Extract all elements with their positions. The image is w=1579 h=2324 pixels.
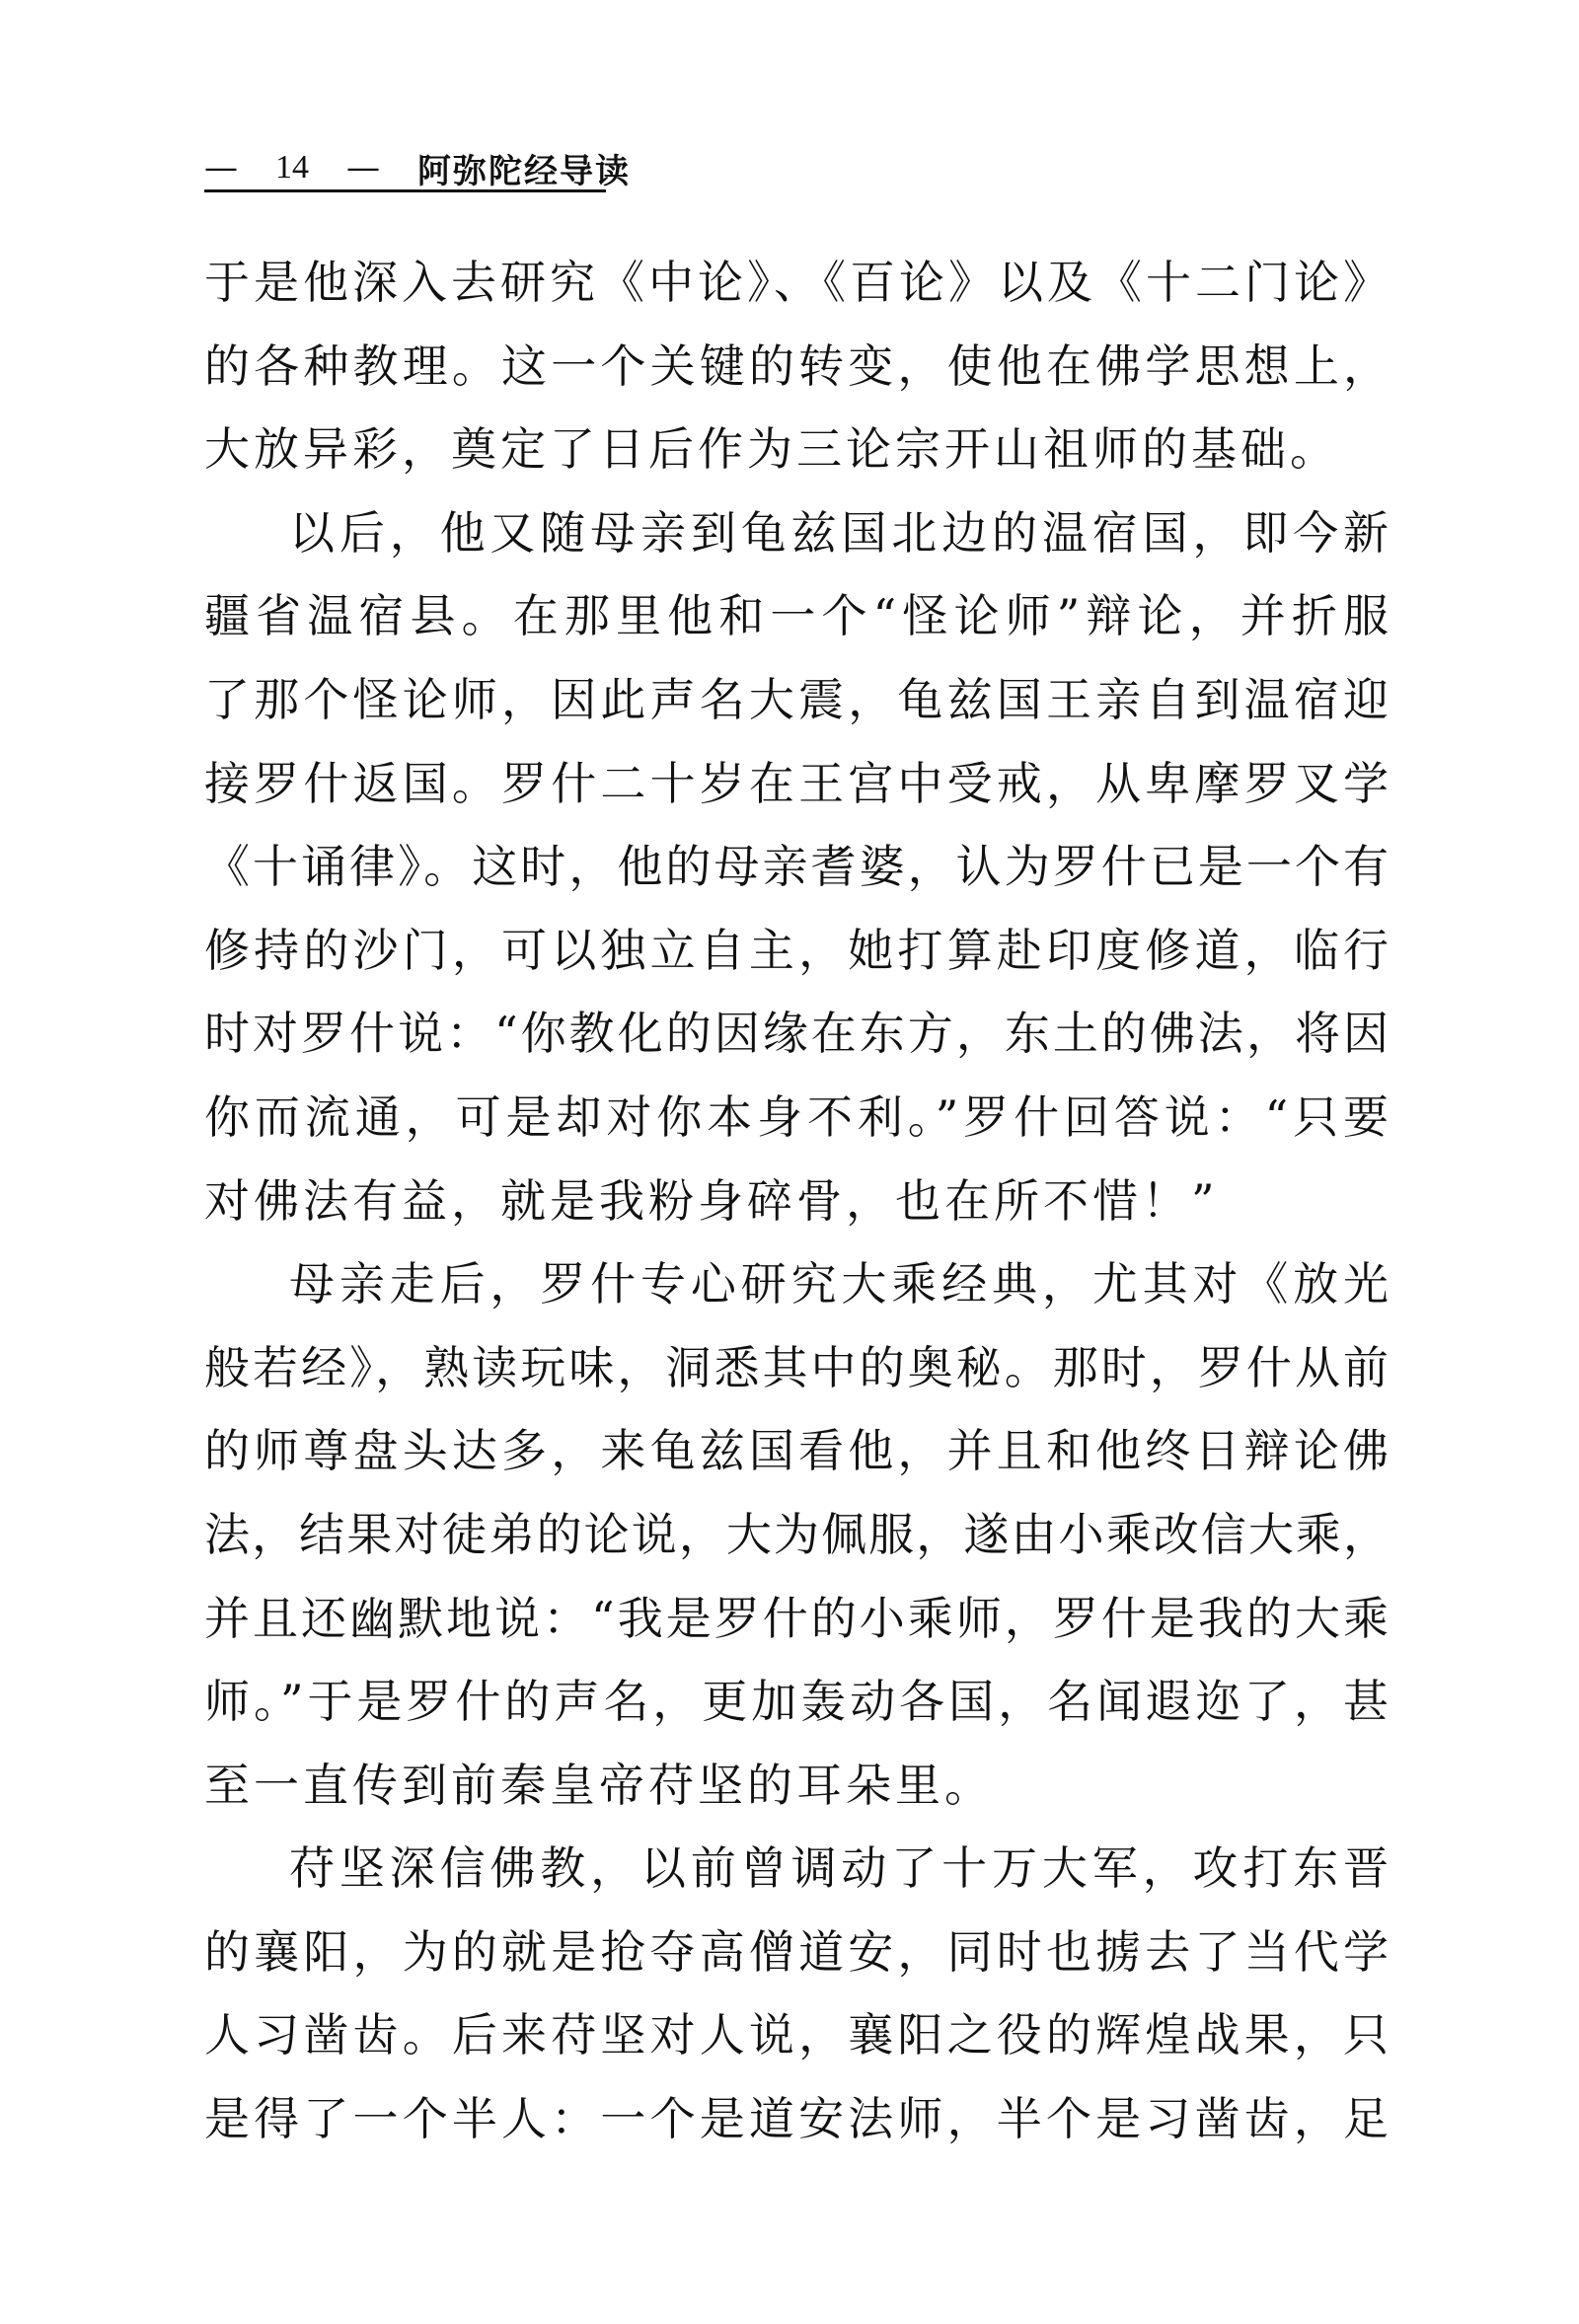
header-dash-left: — [204,148,238,187]
text-line: 修持的沙门，可以独立自主，她打算赴印度修道，临行 [204,923,1389,977]
text-line: 大放异彩，奠定了日后作为三论宗开山祖师的基础。 [204,422,1339,477]
text-line: 接罗什返国。罗什二十岁在王宫中受戒，从卑摩罗叉学 [204,756,1389,810]
text-line: 至一直传到前秦皇帝苻坚的耳朵里。 [204,1758,994,1812]
text-line: 母亲走后，罗什专心研究大乘经典，尤其对《放光 [289,1257,1389,1312]
header-dash-right: — [346,148,380,187]
text-line: 的襄阳，为的就是抢夺高僧道安，同时也掳去了当代学 [204,1924,1389,1979]
text-line: 并且还幽默地说：“我是罗什的小乘师，罗什是我的大乘 [204,1591,1389,1645]
text-line: 你而流通，可是却对你本身不利。”罗什回答说：“只要 [204,1089,1389,1144]
text-line: 人习凿齿。后来苻坚对人说，襄阳之役的辉煌战果，只 [204,2008,1389,2062]
text-line: 是得了一个半人：一个是道安法师，半个是习凿齿，足 [204,2092,1389,2146]
text-line: 对佛法有益，就是我粉身碎骨，也在所不惜！” [204,1173,1219,1228]
text-line: 般若经》，熟读玩味，洞悉其中的奥秘。那时，罗什从前 [204,1340,1389,1394]
text-line: 了那个怪论师，因此声名大震，龟兹国王亲自到温宿迎 [204,672,1389,726]
book-title: 阿弥陀经导读 [417,151,631,191]
text-line: 法，结果对徒弟的论说，大为佩服，遂由小乘改信大乘， [204,1507,1389,1561]
text-line: 《十诵律》。这时，他的母亲耆婆，认为罗什已是一个有 [204,840,1389,894]
running-header [204,146,631,192]
page-number: 14 [275,149,309,186]
text-line: 苻坚深信佛教，以前曾调动了十万大军，攻打东晋 [289,1841,1389,1896]
text-line: 于是他深入去研究《中论》、《百论》以及《十二门论》 [204,256,1389,309]
text-line: 的各种教理。这一个关键的转变，使他在佛学思想上， [204,338,1389,393]
page-body-text [204,241,1389,2161]
text-line: 的师尊盘头达多，来龟兹国看他，并且和他终日辩论佛 [204,1424,1389,1478]
text-line: 疆省温宿县。在那里他和一个“怪论师”辩论，并折服 [204,589,1389,643]
text-line: 时对罗什说：“你教化的因缘在东方，东土的佛法，将因 [204,1007,1389,1061]
text-line: 以后，他又随母亲到龟兹国北边的温宿国，即今新 [289,505,1389,560]
text-line: 师。”于是罗什的声名，更加轰动各国，名闻遐迩了，甚 [204,1675,1389,1729]
